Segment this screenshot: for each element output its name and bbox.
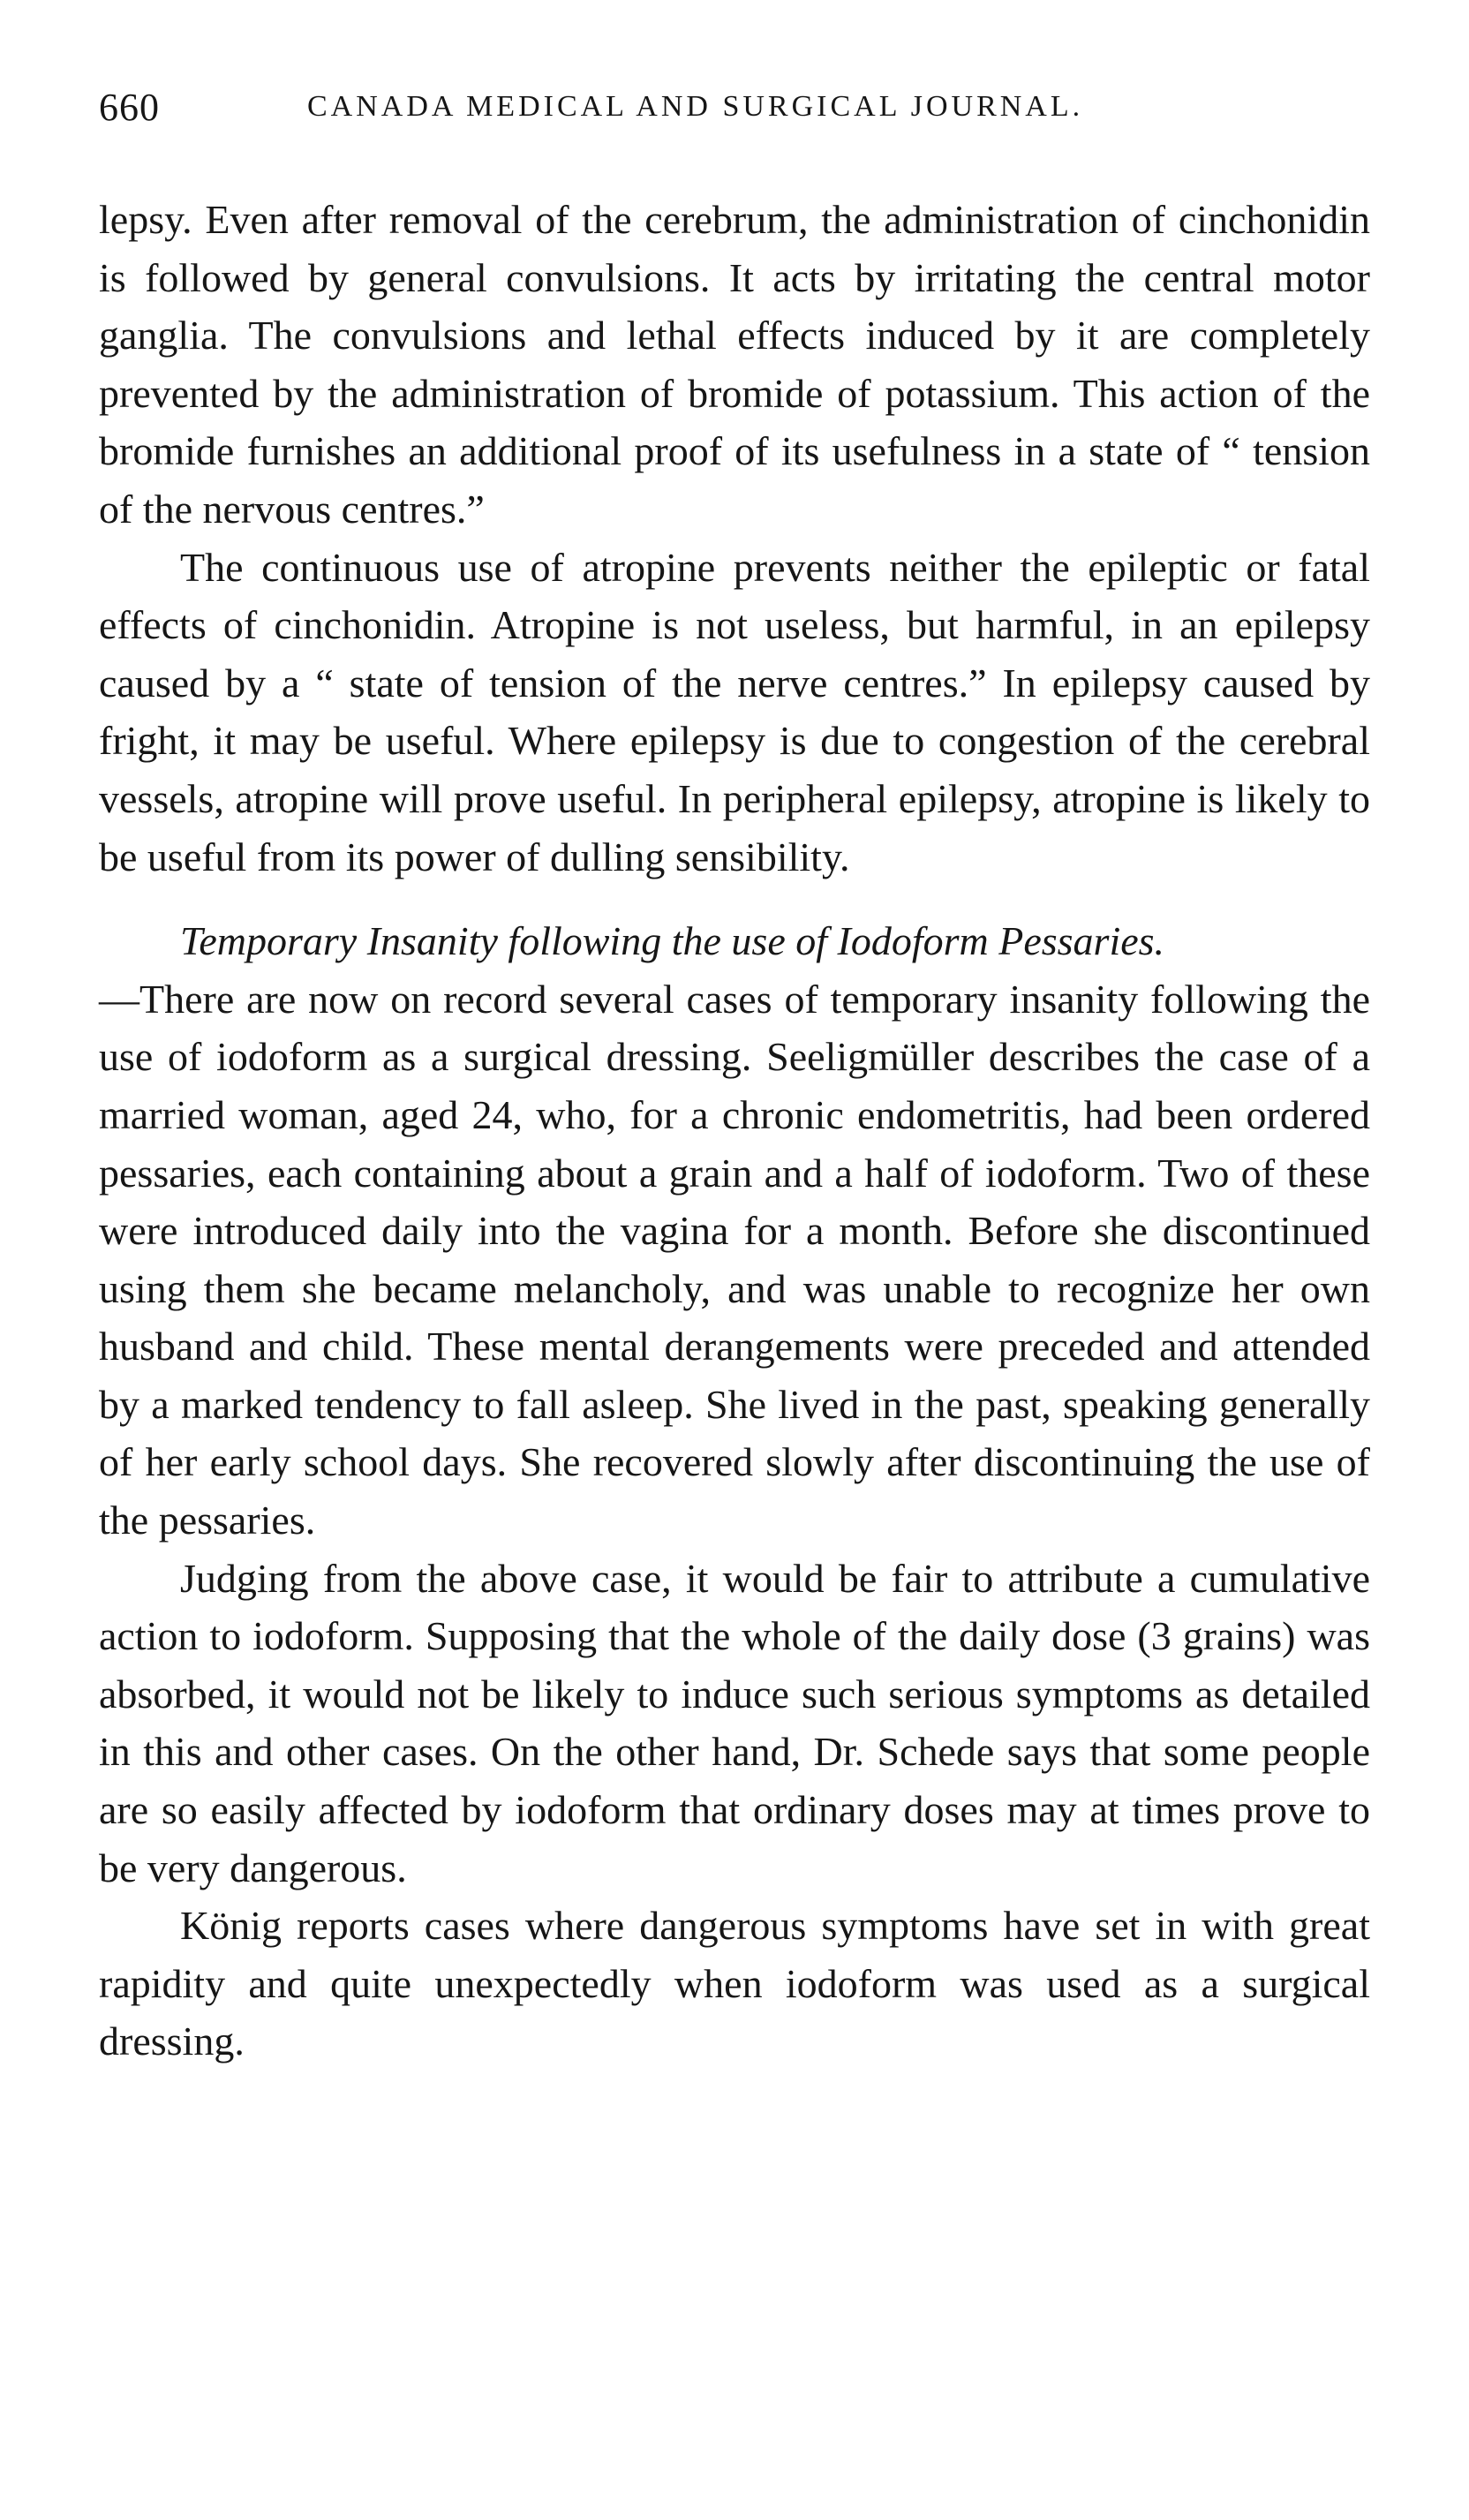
paragraph-konig-report: [99, 1897, 1370, 2071]
paragraph-text: —There are now on record several cases of temporary insanity following the use of iodoform as a surgical dressing. Seeligmüller describes the case of a married woman, aged 24, who, for a chronic endometritis, had been ordered pessaries, each containing about a grain and a half of iodoform. Two of these were introduced daily into the vagina for a month. Before she discontinued using them she became melancholy, and was unable to recognize her own husband and child. These mental derangements were preceded and attended by a marked tendency to fall asleep. She lived in the past, speaking generally of her early school days. She recovered slowly after discontinuing the use of the pessaries.: [99, 976, 1370, 1543]
journal-title: CANADA MEDICAL AND SURGICAL JOURNAL.: [307, 90, 1084, 123]
article-body: [99, 191, 1370, 2071]
section-heading: Temporary Insanity following the use of Iodoform Pessaries.: [180, 918, 1165, 964]
paragraph-atropine: [99, 539, 1370, 887]
paragraph-text: lepsy. Even after removal of the cerebrum, the administration of cinchonidin is followed by general convulsions. It acts by irritating the central motor ganglia. The convulsions and lethal effects induced by it are completely prevented by the administration of bromide of potassium. This action of the bromide furnishes an additional proof of its usefulness in a state of “ tension of the nervous centres.”: [99, 197, 1370, 532]
journal-page: [99, 85, 1370, 2071]
paragraph-text: The continuous use of atropine prevents neither the epileptic or fatal effects of cinchonidin. Atropine is not useless, but harmful, in an epilepsy caused by a “ state of tension of the nerve centres.” In epilepsy caused by fright, it may be useful. Where epilepsy is due to congestion of the cerebral vessels, atropine will prove useful. In peripheral epilepsy, atropine is likely to be useful from its power of dulling sensibility.: [99, 544, 1370, 879]
page-number: 660: [99, 86, 160, 129]
paragraph-text: Judging from the above case, it would be fair to attribute a cumulative action to iodoform. Supposing that the whole of the daily dose (3 grains) was absorbed, it would not be likely to induce such serious symptoms as detailed in this and other cases. On the other hand, Dr. Schede says that some people are so easily affected by iodoform that ordinary doses may at times prove to be very dangerous.: [99, 1555, 1370, 1890]
paragraph-epilepsy-cinchonidin: [99, 191, 1370, 539]
paragraph-iodoform-insanity: [99, 912, 1370, 1550]
paragraph-cumulative-action: [99, 1550, 1370, 1898]
paragraph-text: König reports cases where dangerous symptoms have set in with great rapidity and quite unexpectedly when iodoform was used as a surgical dressing.: [99, 1903, 1370, 2064]
running-head: [99, 85, 1370, 141]
